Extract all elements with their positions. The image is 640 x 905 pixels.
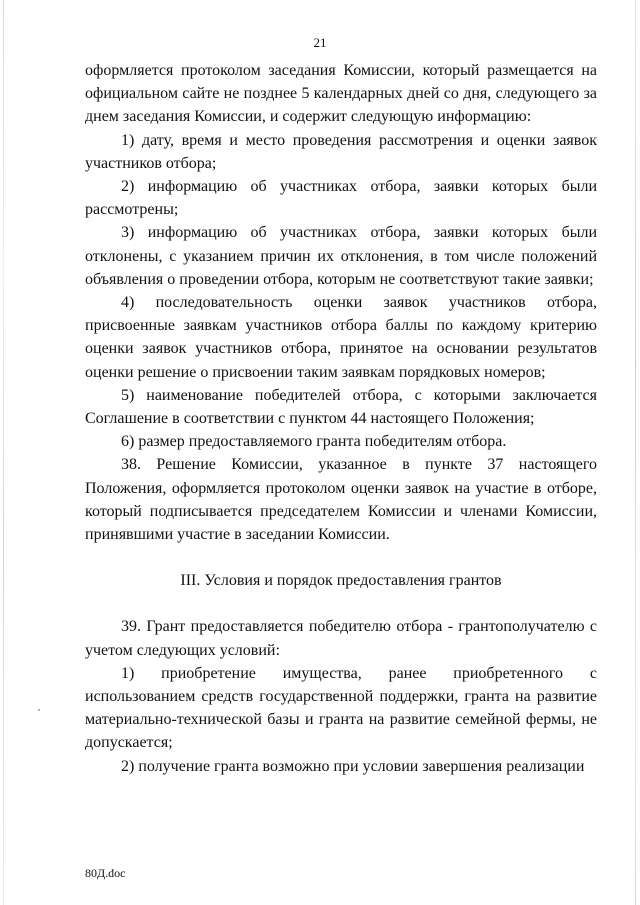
scan-edge-right (635, 0, 636, 905)
list-item-5: 5) наименование победителей отбора, с которыми заключается Соглашение в соответствии с пунктом 44 настоящего Положения; (85, 386, 597, 428)
list-item-4: 4) последовательность оценки заявок участников отбора, присвоенные заявкам участников отбора баллы по каждому критерию оценки заявок участников отбора, принятое на основании результатов оценки решение о присвоении таким заявкам порядковых номеров; (85, 294, 597, 381)
list-item-2: 2) информацию об участниках отбора, заявки которых были рассмотрены; (85, 178, 597, 219)
spacer (85, 546, 597, 569)
list-item-3: 3) информацию об участниках отбора, заявки которых были отклонены, с указанием причин их отклонения, в том числе положений объявления о проведении отбора, которым не соответствуют такие заявки; (85, 224, 597, 288)
section-heading: III. Условия и порядок предоставления грантов (180, 572, 502, 590)
condition-2: 2) получение гранта возможно при условии завершения реализации (121, 757, 585, 775)
clause-39: 39. Грант предоставляется победителю отбора - грантополучателю с учетом следующих условий: (85, 618, 597, 659)
document-body (85, 59, 597, 778)
page-number: 21 (313, 35, 327, 50)
list-item-6: 6) размер предоставляемого гранта победителям отбора. (121, 433, 507, 451)
spacer (85, 592, 597, 615)
clause-38: 38. Решение Комиссии, указанное в пункте 37 настоящего Положения, оформляется протоколом оценки заявок на участие в отборе, который подписывается председателем Комиссии и членами Комиссии, принявшими участие в заседании Комиссии. (85, 456, 597, 544)
list-item-1: 1) дату, время и место проведения рассмотрения и оценки заявок участников отбора; (85, 131, 597, 172)
footer-filename: 80Д.doc (85, 866, 126, 880)
condition-1: 1) приобретение имущества, ранее приобретенного с использованием средств государственной поддержки, гранта на развитие материально-технической базы и гранта на развитие семейной фермы, не допускается; (85, 664, 597, 752)
paragraph-continuation: оформляется протоколом заседания Комиссии, который размещается на официальном сайте не позднее 5 календарных дней со дня, следующего за днем заседания Комиссии, и содержит следующую информацию: (85, 62, 597, 126)
scan-speck (38, 709, 40, 711)
scan-edge-left (3, 0, 4, 905)
